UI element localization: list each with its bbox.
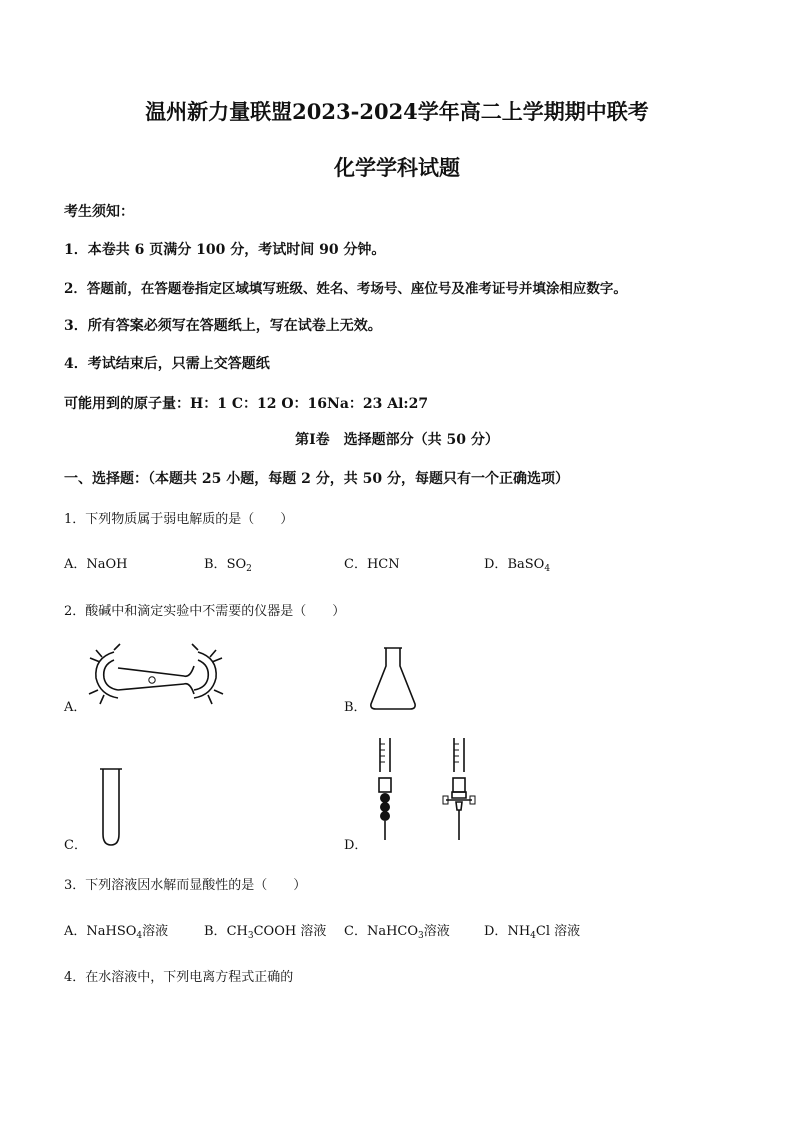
q3-option-d[interactable] <box>484 920 580 939</box>
question-4-stem: 4．在水溶液中，下列电离方程式正确的 <box>64 970 294 985</box>
q1-option-c[interactable] <box>344 553 400 572</box>
option-text: NaOH <box>86 557 128 572</box>
option-text: NaHSO <box>86 924 137 939</box>
option-letter: A． <box>64 557 87 572</box>
option-letter: A． <box>64 924 87 939</box>
notice-item-4: 4．考试结束后，只需上交答题纸 <box>64 356 270 372</box>
subscript: 4 <box>136 931 143 941</box>
option-text: SO <box>226 557 247 572</box>
q2-option-a-label[interactable]: A． <box>64 700 87 715</box>
option-text: NH <box>507 924 531 939</box>
option-letter: D． <box>484 557 508 572</box>
q1-option-d[interactable] <box>484 553 550 572</box>
atomic-masses: 可能用到的原子量：H：1 C：12 O：16Na：23 Al:27 <box>64 396 429 412</box>
q3-option-b[interactable] <box>204 920 326 939</box>
option-letter: C． <box>344 557 367 572</box>
option-text-suffix: Cl 溶液 <box>535 924 581 939</box>
option-text: HCN <box>366 557 400 572</box>
q2-option-b-label[interactable]: B． <box>344 700 367 715</box>
option-text: BaSO <box>507 557 545 572</box>
q3-option-c[interactable] <box>344 920 450 939</box>
q2-option-c-label[interactable]: C． <box>64 838 87 853</box>
part-heading: 一、选择题：（本题共 25 小题，每题 2 分，共 50 分，每题只有一个正确选项） <box>64 471 569 487</box>
subscript: 3 <box>247 931 254 941</box>
question-3-stem: 3．下列溶液因水解而显酸性的是（ ） <box>64 878 307 893</box>
notice-item-3: 3．所有答案必须写在答题纸上，写在试卷上无效。 <box>64 318 382 334</box>
notice-heading: 考生须知： <box>64 204 134 220</box>
option-letter: B． <box>204 557 227 572</box>
option-letter: B． <box>204 924 227 939</box>
notice-item-1: 1．本卷共 6 页满分 100 分，考试时间 90 分钟。 <box>64 242 386 258</box>
test-tube-icon <box>98 766 124 848</box>
q3-option-a[interactable] <box>64 920 168 939</box>
subscript: 2 <box>246 564 252 574</box>
option-text-suffix: 溶液 <box>142 924 169 939</box>
q1-option-a[interactable] <box>64 553 128 572</box>
section-title: 第Ⅰ卷 选择题部分（共 50 分） <box>295 432 499 448</box>
subscript: 3 <box>418 931 424 941</box>
notice-item-2: 2．答题前，在答题卷指定区域填写班级、姓名、考场号、座位号及准考证号并填涂相应数字。 <box>64 281 627 297</box>
question-2-stem: 2．酸碱中和滴定实验中不需要的仪器是（ ） <box>64 604 346 619</box>
option-letter: C． <box>344 924 367 939</box>
option-text-suffix: 溶液 <box>423 924 450 939</box>
option-letter: D． <box>484 924 508 939</box>
q2-option-d-label[interactable]: D． <box>344 838 368 853</box>
page-subtitle: 化学学科试题 <box>334 155 460 180</box>
option-text-suffix: COOH 溶液 <box>253 924 327 939</box>
q1-option-b[interactable] <box>204 553 252 572</box>
page-title: 温州新力量联盟2023-2024学年高二上学期期中联考 <box>145 99 649 124</box>
subscript: 4 <box>530 931 536 941</box>
burettes-icon <box>374 736 484 844</box>
subscript: 4 <box>544 564 551 574</box>
option-text: NaHCO <box>366 924 419 939</box>
question-1-stem: 1．下列物质属于弱电解质的是（ ） <box>64 512 294 527</box>
option-text: CH <box>226 924 248 939</box>
burette-clamp-icon <box>86 640 226 710</box>
conical-flask-icon <box>368 646 418 712</box>
